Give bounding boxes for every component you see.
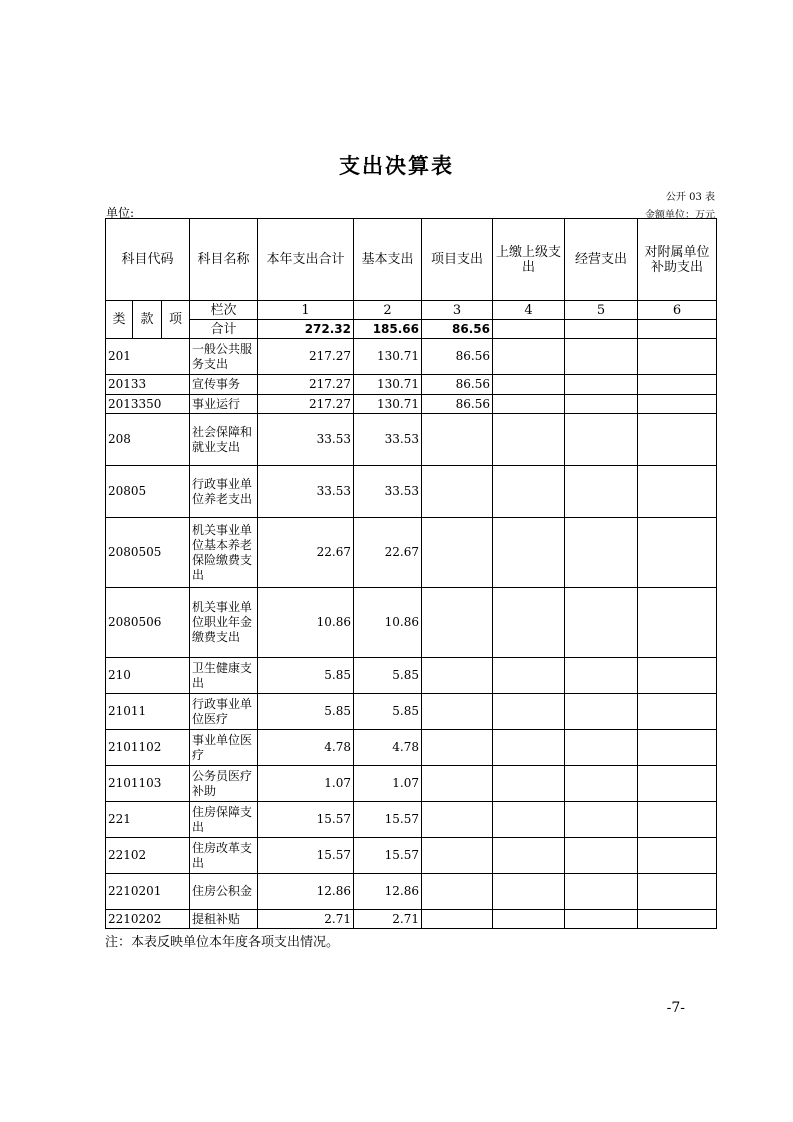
row-name: 公务员医疗补助 — [190, 766, 258, 802]
row-name: 一般公共服务支出 — [190, 339, 258, 375]
row-total: 5.85 — [258, 658, 354, 694]
row-project — [422, 414, 493, 466]
row-basic: 1.07 — [354, 766, 422, 802]
row-code: 2013350 — [106, 395, 190, 414]
row-subsidiary — [638, 766, 717, 802]
row-business — [565, 375, 638, 395]
header-total: 本年支出合计 — [258, 219, 354, 301]
row-business — [565, 339, 638, 375]
row-basic: 10.86 — [354, 588, 422, 658]
header-row — [106, 219, 717, 301]
header-business: 经营支出 — [565, 219, 638, 301]
row-basic: 130.71 — [354, 339, 422, 375]
row-upper — [493, 766, 565, 802]
row-business — [565, 802, 638, 838]
row-total: 22.67 — [258, 518, 354, 588]
unit-label: 单位: — [106, 206, 135, 220]
row-upper — [493, 838, 565, 874]
row-project: 86.56 — [422, 395, 493, 414]
header-kuan: 款 — [133, 301, 162, 339]
row-code: 208 — [106, 414, 190, 466]
row-subsidiary — [638, 694, 717, 730]
row-business — [565, 694, 638, 730]
row-subsidiary — [638, 730, 717, 766]
row-basic: 4.78 — [354, 730, 422, 766]
row-code: 2101102 — [106, 730, 190, 766]
row-name: 机关事业单位基本养老保险缴费支出 — [190, 518, 258, 588]
header-upper: 上缴上级支出 — [493, 219, 565, 301]
row-code: 210 — [106, 658, 190, 694]
row-upper — [493, 588, 565, 658]
row-basic: 33.53 — [354, 466, 422, 518]
row-basic: 22.67 — [354, 518, 422, 588]
table-row — [106, 874, 717, 910]
header-xiang: 项 — [162, 301, 190, 339]
row-subsidiary — [638, 414, 717, 466]
row-name: 机关事业单位职业年金缴费支出 — [190, 588, 258, 658]
row-basic: 2.71 — [354, 910, 422, 929]
page-number: -7- — [666, 1000, 685, 1016]
row-total: 15.57 — [258, 802, 354, 838]
row-subsidiary — [638, 658, 717, 694]
row-code: 21011 — [106, 694, 190, 730]
row-name: 事业单位医疗 — [190, 730, 258, 766]
total-basic: 185.66 — [354, 320, 422, 339]
row-total: 4.78 — [258, 730, 354, 766]
row-basic: 12.86 — [354, 874, 422, 910]
form-number: 公开 03 表 — [665, 192, 715, 203]
row-project — [422, 766, 493, 802]
row-name: 行政事业单位医疗 — [190, 694, 258, 730]
row-project — [422, 838, 493, 874]
table-row — [106, 339, 717, 375]
table-row — [106, 588, 717, 658]
row-upper — [493, 694, 565, 730]
row-business — [565, 414, 638, 466]
row-project: 86.56 — [422, 339, 493, 375]
row-project — [422, 694, 493, 730]
row-basic: 5.85 — [354, 694, 422, 730]
col-index-6: 6 — [638, 301, 717, 320]
row-business — [565, 910, 638, 929]
header-subsidiary: 对附属单位补助支出 — [638, 219, 717, 301]
row-project — [422, 466, 493, 518]
row-upper — [493, 874, 565, 910]
row-upper — [493, 518, 565, 588]
row-project — [422, 588, 493, 658]
row-project — [422, 730, 493, 766]
row-name: 住房改革支出 — [190, 838, 258, 874]
row-name: 提租补贴 — [190, 910, 258, 929]
row-subsidiary — [638, 838, 717, 874]
row-total: 1.07 — [258, 766, 354, 802]
header-lei: 类 — [106, 301, 133, 339]
row-business — [565, 395, 638, 414]
row-business — [565, 588, 638, 658]
row-total: 217.27 — [258, 339, 354, 375]
row-project — [422, 874, 493, 910]
row-subsidiary — [638, 395, 717, 414]
col-index-5: 5 — [565, 301, 638, 320]
table-row — [106, 375, 717, 395]
row-basic: 130.71 — [354, 395, 422, 414]
row-name: 住房公积金 — [190, 874, 258, 910]
row-project — [422, 802, 493, 838]
row-subsidiary — [638, 588, 717, 658]
table-note: 注：本表反映单位本年度各项支出情况。 — [105, 935, 340, 950]
amount-unit: 金额单位：万元 — [645, 210, 715, 221]
table-row — [106, 730, 717, 766]
row-total: 33.53 — [258, 466, 354, 518]
row-upper — [493, 910, 565, 929]
row-business — [565, 838, 638, 874]
row-code: 22102 — [106, 838, 190, 874]
row-project: 86.56 — [422, 375, 493, 395]
row-total: 10.86 — [258, 588, 354, 658]
table-row — [106, 414, 717, 466]
total-project: 86.56 — [422, 320, 493, 339]
row-subsidiary — [638, 518, 717, 588]
header-lanci: 栏次 — [190, 301, 258, 320]
row-code: 2101103 — [106, 766, 190, 802]
column-index-row — [106, 301, 717, 320]
header-name: 科目名称 — [190, 219, 258, 301]
row-total: 12.86 — [258, 874, 354, 910]
row-business — [565, 518, 638, 588]
row-project — [422, 518, 493, 588]
row-subsidiary — [638, 874, 717, 910]
row-total: 33.53 — [258, 414, 354, 466]
row-basic: 5.85 — [354, 658, 422, 694]
row-upper — [493, 395, 565, 414]
row-name: 宣传事务 — [190, 375, 258, 395]
table-row — [106, 518, 717, 588]
row-basic: 15.57 — [354, 838, 422, 874]
row-project — [422, 910, 493, 929]
row-code: 221 — [106, 802, 190, 838]
row-business — [565, 658, 638, 694]
row-basic: 33.53 — [354, 414, 422, 466]
row-subsidiary — [638, 466, 717, 518]
col-index-2: 2 — [354, 301, 422, 320]
total-label: 合计 — [190, 320, 258, 339]
expenditure-table — [105, 218, 717, 929]
row-basic: 130.71 — [354, 375, 422, 395]
row-business — [565, 874, 638, 910]
col-index-1: 1 — [258, 301, 354, 320]
row-upper — [493, 375, 565, 395]
table-row — [106, 466, 717, 518]
row-total: 217.27 — [258, 375, 354, 395]
row-total: 2.71 — [258, 910, 354, 929]
row-business — [565, 730, 638, 766]
row-total: 217.27 — [258, 395, 354, 414]
table-row — [106, 395, 717, 414]
row-total: 5.85 — [258, 694, 354, 730]
row-name: 住房保障支出 — [190, 802, 258, 838]
table-row — [106, 802, 717, 838]
header-basic: 基本支出 — [354, 219, 422, 301]
row-code: 2210201 — [106, 874, 190, 910]
row-upper — [493, 339, 565, 375]
row-business — [565, 466, 638, 518]
table-row — [106, 766, 717, 802]
row-code: 20805 — [106, 466, 190, 518]
row-subsidiary — [638, 802, 717, 838]
header-code: 科目代码 — [106, 219, 190, 301]
row-name: 社会保障和就业支出 — [190, 414, 258, 466]
row-code: 201 — [106, 339, 190, 375]
row-name: 卫生健康支出 — [190, 658, 258, 694]
page-title: 支出决算表 — [339, 154, 454, 178]
row-upper — [493, 802, 565, 838]
table-row — [106, 910, 717, 929]
row-upper — [493, 466, 565, 518]
total-row — [106, 320, 717, 339]
col-index-4: 4 — [493, 301, 565, 320]
table-row — [106, 838, 717, 874]
row-upper — [493, 658, 565, 694]
row-code: 2080505 — [106, 518, 190, 588]
row-code: 2080506 — [106, 588, 190, 658]
row-subsidiary — [638, 339, 717, 375]
row-upper — [493, 730, 565, 766]
row-total: 15.57 — [258, 838, 354, 874]
row-name: 事业运行 — [190, 395, 258, 414]
row-project — [422, 658, 493, 694]
header-project: 项目支出 — [422, 219, 493, 301]
total-total: 272.32 — [258, 320, 354, 339]
row-upper — [493, 414, 565, 466]
row-business — [565, 766, 638, 802]
row-name: 行政事业单位养老支出 — [190, 466, 258, 518]
row-basic: 15.57 — [354, 802, 422, 838]
row-subsidiary — [638, 375, 717, 395]
row-subsidiary — [638, 910, 717, 929]
table-row — [106, 658, 717, 694]
col-index-3: 3 — [422, 301, 493, 320]
table-row — [106, 694, 717, 730]
row-code: 20133 — [106, 375, 190, 395]
row-code: 2210202 — [106, 910, 190, 929]
